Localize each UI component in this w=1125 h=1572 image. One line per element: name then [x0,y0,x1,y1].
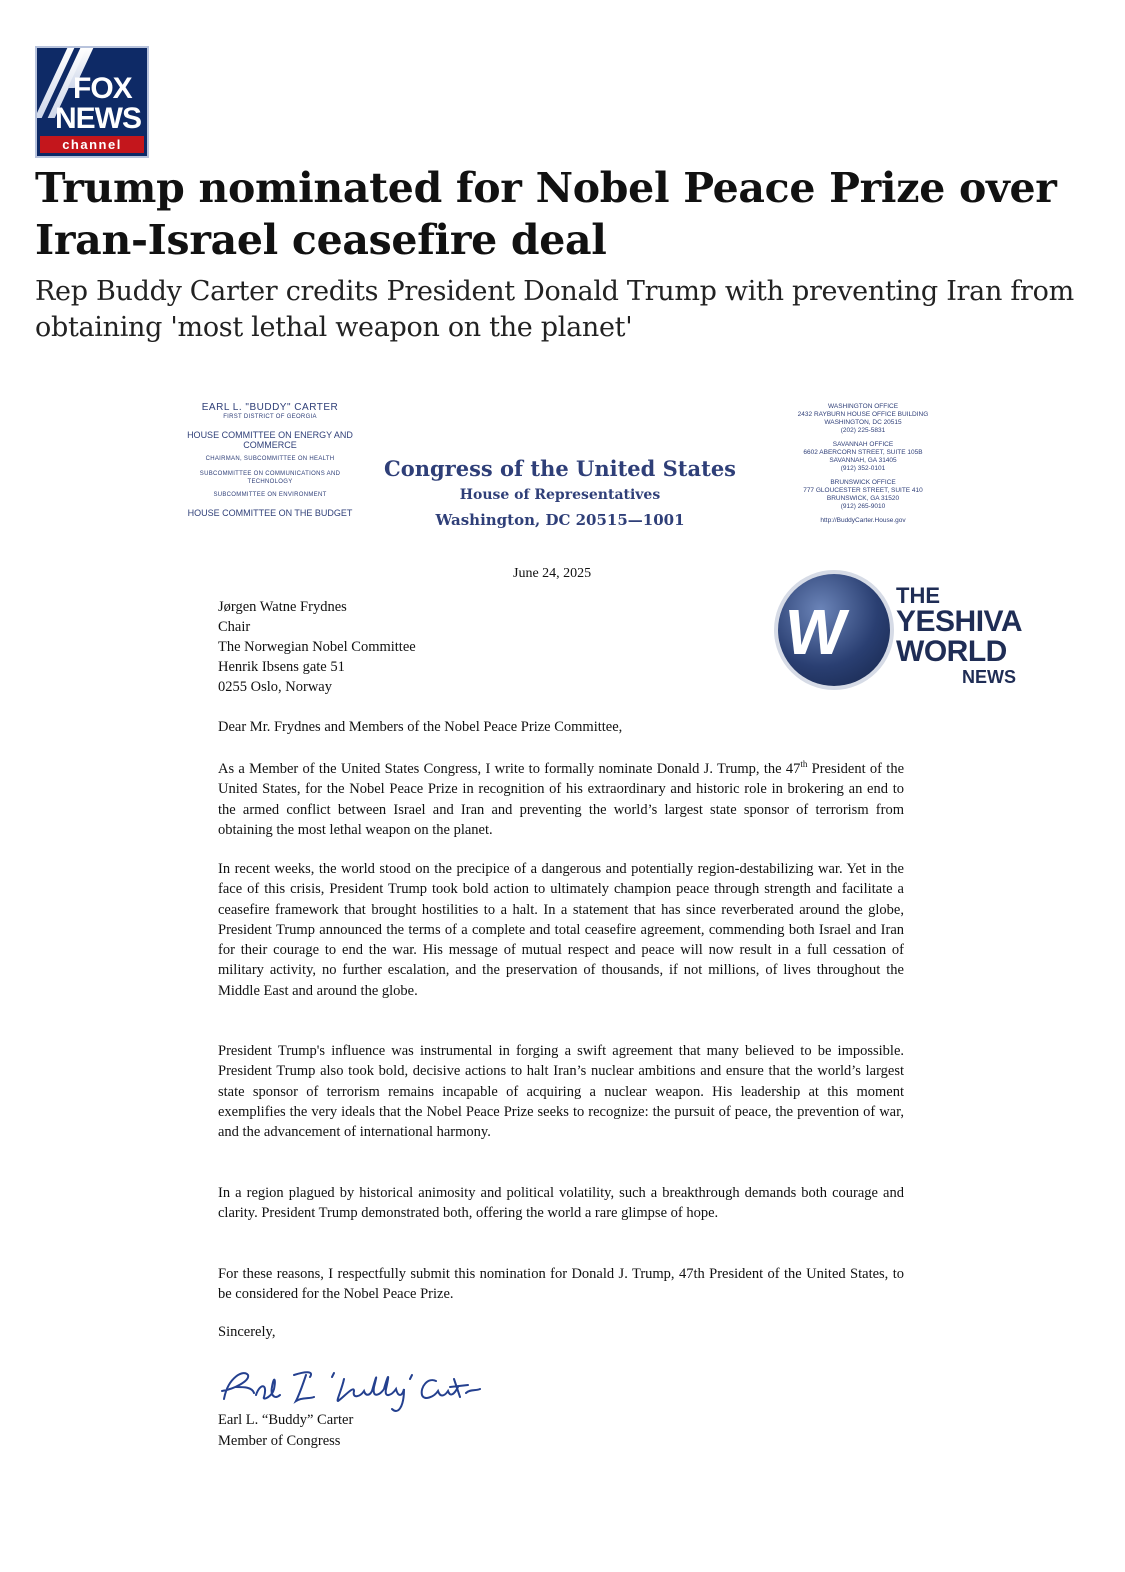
ywn-logo-text [896,585,1022,687]
paragraph-5: For these reasons, I respectfully submit this nomination for Donald J. Trump, 47th President of the United States, to be considered for the Nobel Peace Prize. [218,1266,904,1303]
paragraph-2: In recent weeks, the world stood on the precipice of a dangerous and potentially region-destabilizing war. Yet in the face of this crisis, President Trump took bold action to ultimately champion peace through strength and facilitate a ceasefire framework that brought hostilities to a halt. In a statement that has since reverberated around the globe, President Trump announced the terms of a complete and total ceasefire agreement, commending both Israel and Iran for their courage to end the war. His message of mutual respect and peace will now result in a full cessation of military activity, no further escalation, and the preservation of thousands, if not millions, of lives throughout the Middle East and around the globe. [218,861,904,999]
recipient-org: The Norwegian Nobel Committee [218,639,416,655]
handwritten-signature [214,1357,484,1413]
office-phone: (912) 265-9010 [840,503,886,510]
signer-title: Member of Congress [218,1433,341,1449]
recipient-city: 0255 Oslo, Norway [218,679,332,695]
article-subheadline: Rep Buddy Carter credits President Donald Trump with preventing Iran from obtaining 'most lethal weapon on the planet' [35,276,1074,343]
committee-budget: HOUSE COMMITTEE ON THE BUDGET [187,508,353,518]
recipient-street: Henrik Ibsens gate 51 [218,659,345,675]
salutation: Dear Mr. Frydnes and Members of the Nobel Peace Prize Committee, [218,719,623,735]
washington-office [778,403,948,435]
subcommittee-environment: SUBCOMMITTEE ON ENVIRONMENT [213,492,327,498]
website-link: http://BuddyCarter.House.gov [820,517,906,524]
congressman-name: EARL L. "BUDDY" CARTER [201,402,339,413]
office-address: BRUNSWICK, GA 31520 [826,495,900,502]
recipient-name: Jørgen Watne Frydnes [218,599,347,615]
letterhead-center [380,455,740,533]
office-phone: (202) 225-5831 [840,427,886,434]
letterhead-left [180,403,360,518]
signer-block [218,1410,353,1452]
office-address: 2432 RAYBURN HOUSE OFFICE BUILDING [797,411,929,418]
brunswick-office [778,479,948,511]
office-title: BRUNSWICK OFFICE [830,479,896,486]
news-logo-text: NEWS [55,102,141,135]
savannah-office [778,441,948,473]
washington-address: Washington, DC 20515—1001 [435,511,685,529]
letterhead-right [778,403,948,525]
district-label: FIRST DISTRICT OF GEORGIA [223,414,317,420]
fox-logo-text: FOX [73,72,132,105]
recipient-title: Chair [218,619,251,635]
closing: Sincerely, [218,1324,276,1340]
recipient-address [218,597,416,697]
office-title: SAVANNAH OFFICE [832,441,894,448]
signer-name: Earl L. “Buddy” Carter [218,1412,354,1428]
ywn-yeshiva: YESHIVA [896,605,1022,638]
ywn-the: THE [896,583,940,608]
channel-logo-text: channel [40,136,144,153]
office-address: 777 GLOUCESTER STREET, SUITE 410 [803,487,923,494]
fox-news-logo [35,46,149,158]
letter-date: June 24, 2025 [513,566,592,581]
paragraph-4: In a region plagued by historical animosity and political volatility, such a breakthrough demands both courage and clarity. President Trump demonstrated both, offering the world a rare glimpse of hope. [218,1185,904,1222]
ywn-world: WORLD [896,635,1007,668]
subcommittee-health: CHAIRMAN, SUBCOMMITTEE ON HEALTH [205,456,335,462]
office-title: WASHINGTON OFFICE [827,403,899,410]
paragraph-3: President Trump's influence was instrumental in forging a swift agreement that many believed to be impossible. President Trump also took bold, decisive actions to halt Iran’s nuclear ambitions and ensure that the world’s largest state sponsor of terrorism remains incapable of acquiring a nuclear weapon. His leadership at this moment exemplifies the very ideals that the Nobel Peace Prize seeks to recognize: the pursuit of peace, the prevention of war, and the advancement of international harmony. [218,1043,904,1141]
house-title: House of Representatives [459,487,661,503]
paragraph-1: As a Member of the United States Congress, I write to formally nominate Donald J. Trump, the 47th President of the United States, for the Nobel Peace Prize in recognition of his extraordinary and historic role in brokering an end to the armed conflict between Israel and Iran and preventing the world’s largest state sponsor of terrorism from obtaining the most lethal weapon on the planet. [218,759,904,838]
office-address: 6602 ABERCORN STREET, SUITE 105B [803,449,923,456]
ywn-news: NEWS [962,667,1016,687]
subcommittee-communications: SUBCOMMITTEE ON COMMUNICATIONS AND TECHNOLOGY [199,471,341,485]
committee-energy: HOUSE COMMITTEE ON ENERGY AND COMMERCE [187,430,353,450]
office-address: SAVANNAH, GA 31405 [829,457,897,464]
article-headline: Trump nominated for Nobel Peace Prize over Iran-Israel ceasefire deal [35,164,1057,264]
office-phone: (912) 352-0101 [840,465,886,472]
office-address: WASHINGTON, DC 20515 [824,419,902,426]
ywn-globe-logo: W [778,574,890,686]
congress-title: Congress of the United States [383,456,737,481]
